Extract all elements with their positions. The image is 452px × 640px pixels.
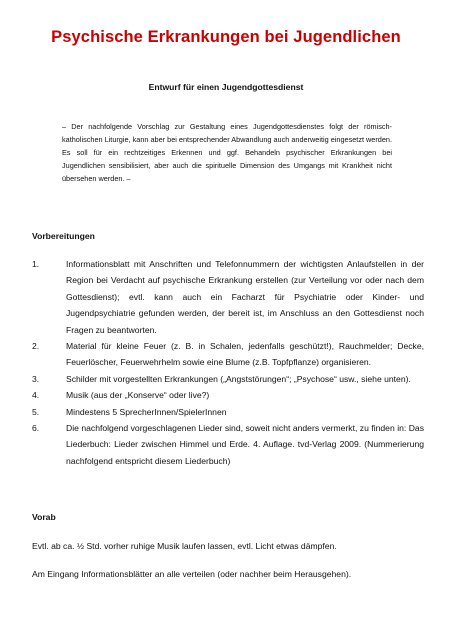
- list-item-text: Musik (aus der „Konserve“ oder live?): [66, 390, 210, 401]
- list-item-number: 6.: [32, 423, 40, 434]
- list-item: [32, 371, 424, 387]
- list-item-number: 4.: [32, 390, 40, 401]
- section-heading-vorab: Vorab: [32, 512, 56, 522]
- list-item-number: 5.: [32, 406, 40, 417]
- list-item-number: 2.: [32, 341, 40, 352]
- list-item-text: Informationsblatt mit Anschriften und Telefonnummern der wichtigsten Anlaufstellen in der Region bei Verdacht auf psychische Erkrankung erstellen (zur Verteilung vor oder nach dem Gottesdienst); evtl. kann auch ein Facharzt für Psychiatrie oder Kinder- und Jugendpsychiatrie gefunden werden, der bereit ist, im Anschluss an den Gottesdienst noch Fragen zu beantworten.: [66, 259, 424, 335]
- list-item-text: Mindestens 5 SprecherInnen/SpielerInnen: [66, 406, 227, 417]
- page-title: Psychische Erkrankungen bei Jugendlichen: [51, 28, 401, 46]
- vorab-paragraph: Evtl. ab ca. ½ Std. vorher ruhige Musik laufen lassen, evtl. Licht etwas dämpfen.: [32, 541, 337, 551]
- section-heading-vorbereitungen: Vorbereitungen: [32, 231, 95, 241]
- list-item: [32, 420, 424, 469]
- subtitle: Entwurf für einen Jugendgottesdienst: [148, 82, 304, 92]
- list-item-text: Die nachfolgend vorgeschlagenen Lieder sind, soweit nicht anders vermerkt, zu finden in: Das Liederbuch: Lieder zwischen Himmel und Erde. 4. Auflage. tvd-Verlag 2009. (Nummerierung nachfolgend entspricht diesem Liederbuch): [66, 423, 424, 466]
- list-item: [32, 404, 424, 420]
- list-item: [32, 256, 424, 338]
- list-item-text: Material für kleine Feuer (z. B. in Schalen, jedenfalls geschützt!), Rauchmelder; Decke, Feuerlöscher, Feuerwehrhelm sowie eine Blume (z.B. Topfpflanze) organisieren.: [66, 341, 424, 368]
- list-item-text: Schilder mit vorgestellten Erkrankungen („Angststörungen“; „Psychose“ usw., siehe unten).: [66, 373, 411, 384]
- vorab-paragraph: Am Eingang Informationsblätter an alle verteilen (oder nachher beim Herausgehen).: [32, 569, 352, 579]
- list-item: [32, 387, 424, 403]
- list-item: [32, 338, 424, 371]
- intro-paragraph: – Der nachfolgende Vorschlag zur Gestaltung eines Jugendgottesdienstes folgt der römisch-katholischen Liturgie, kann aber bei entsprechender Abwandlung auch anderweitig eingesetzt werden. Es soll für ein rechtzeitiges Erkennen und ggf. Behandeln psychischer Erkrankungen bei Jugendlichen sensibilisiert, aber auch die spirituelle Dimension des Umgangs mit Krankheit nicht übersehen werden. –: [62, 122, 392, 183]
- list-item-number: 3.: [32, 373, 40, 384]
- preparation-list: [32, 256, 424, 469]
- list-item-number: 1.: [32, 259, 40, 269]
